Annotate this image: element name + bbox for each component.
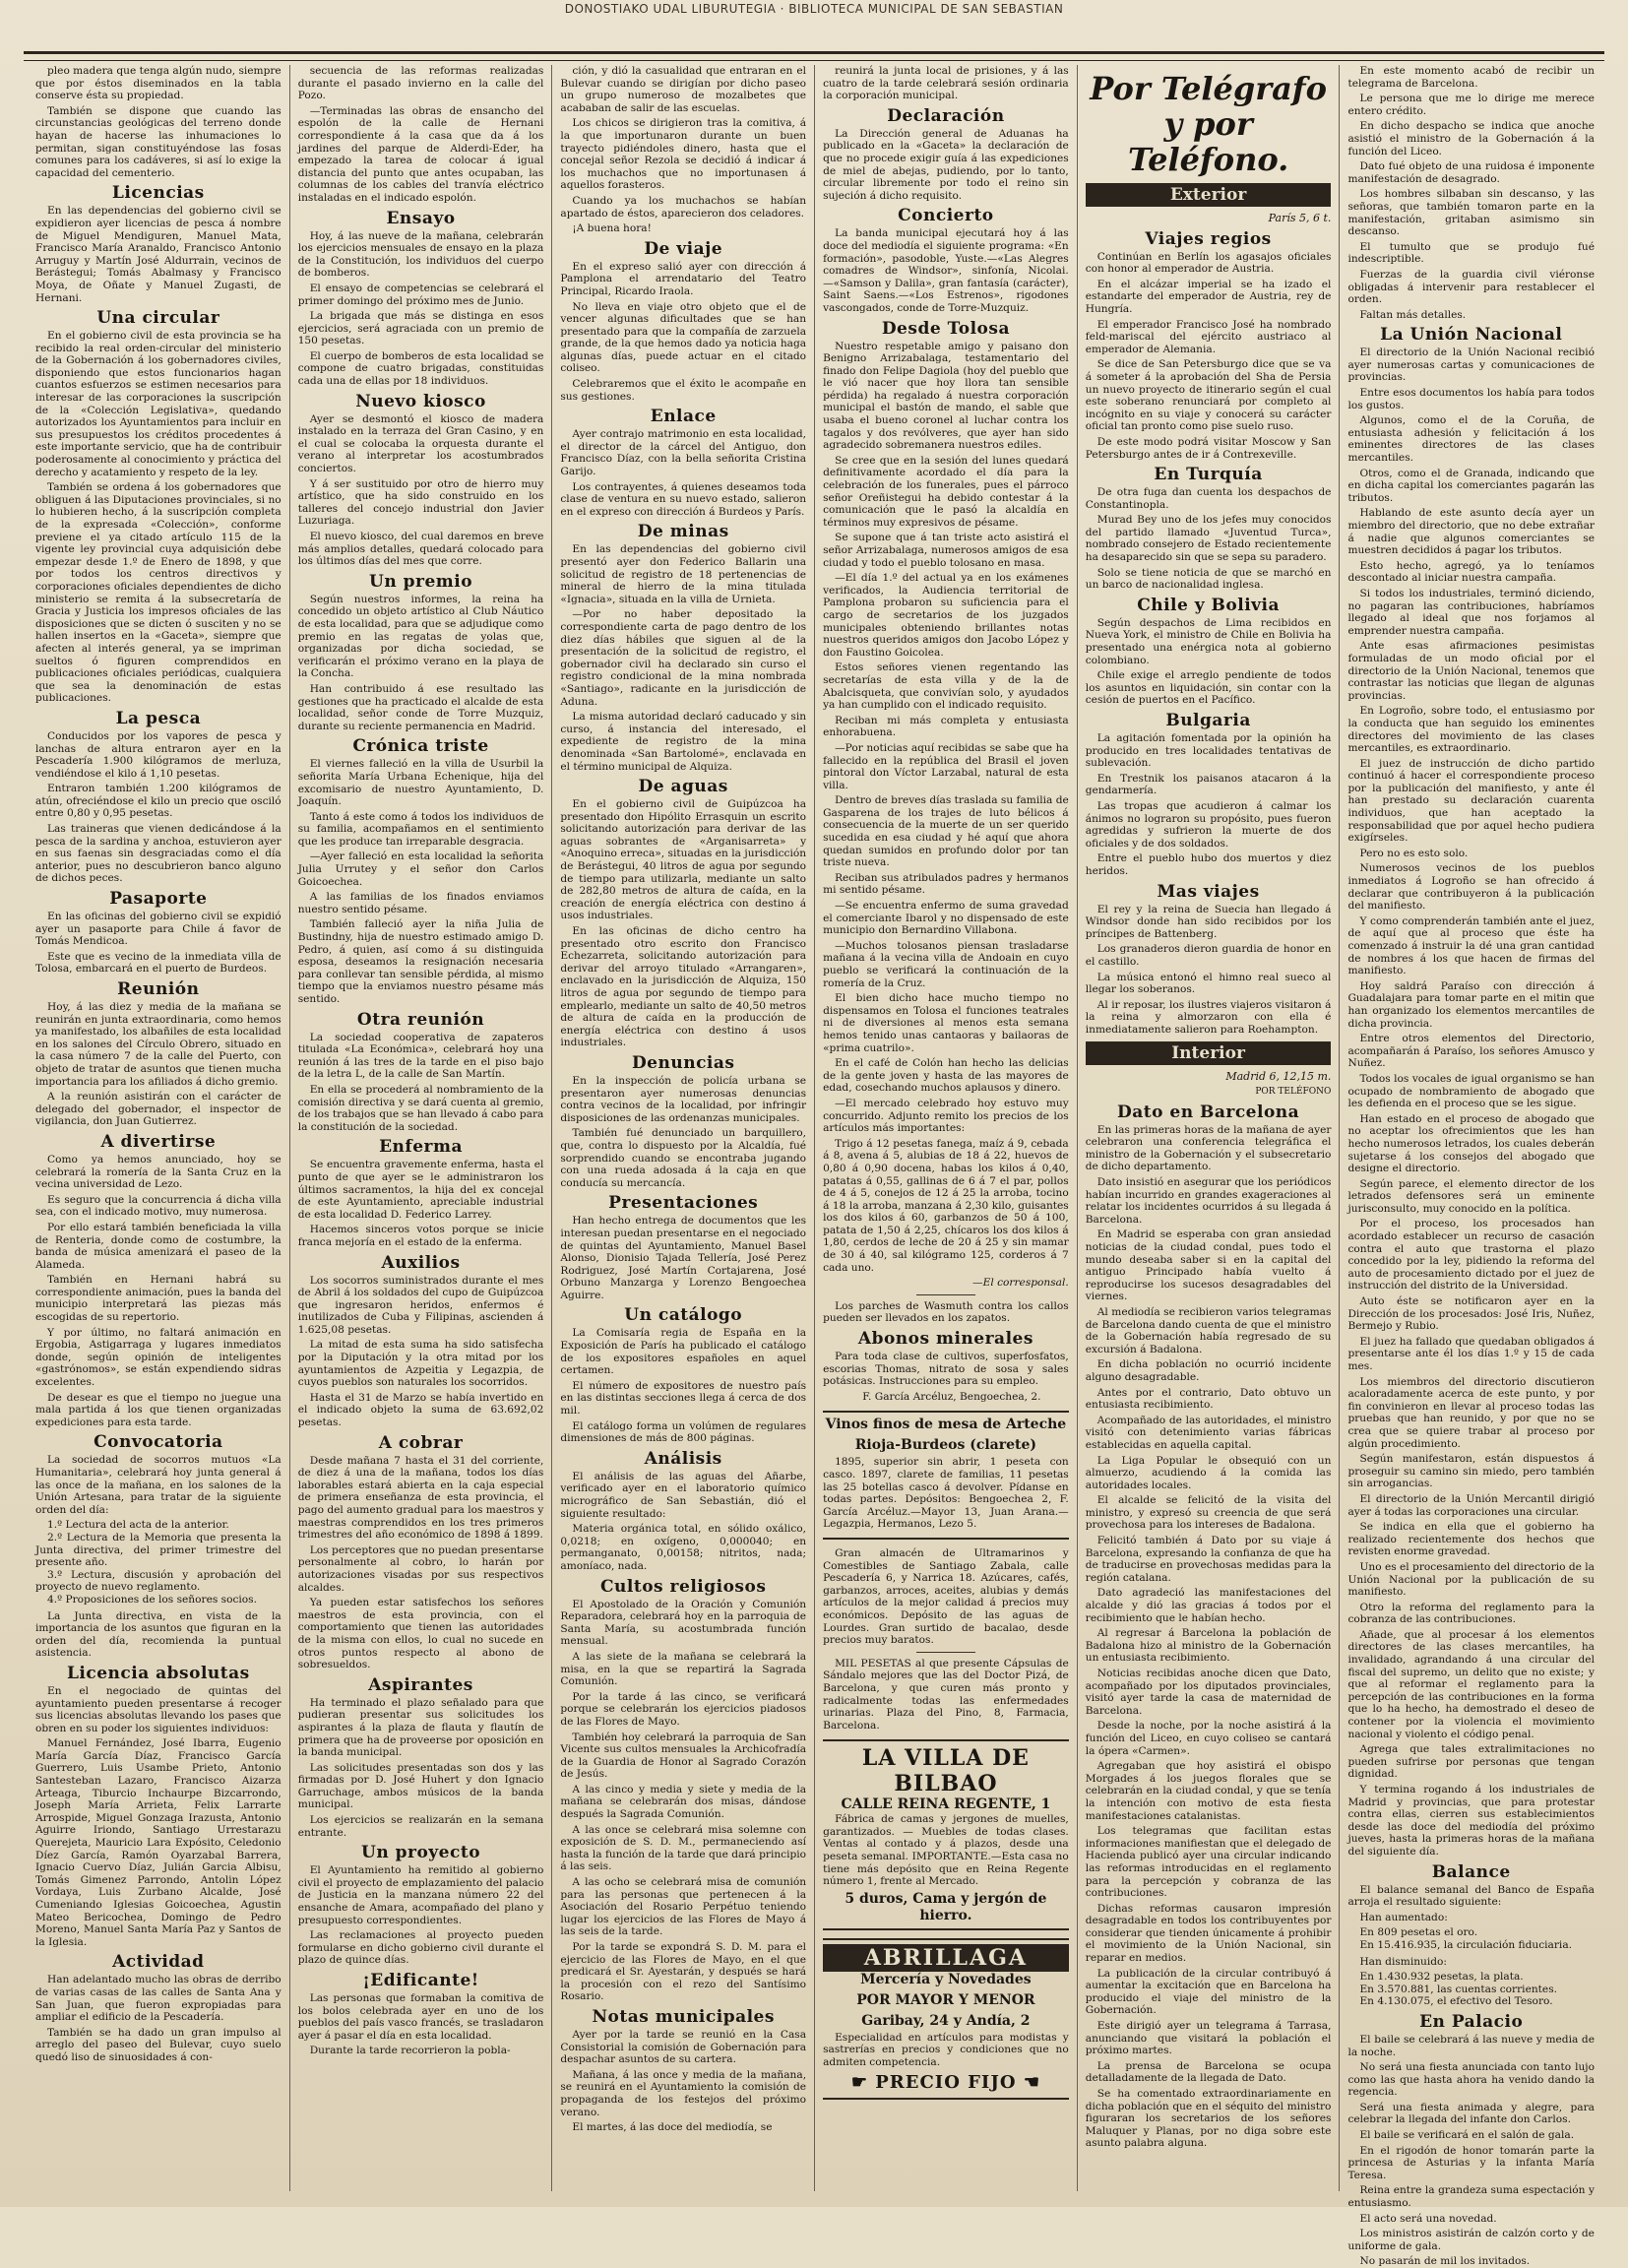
section-heading: Auxilios — [381, 1252, 461, 1273]
article-text: Otro la reforma del reglamento para la cobranza de las contribuciones. — [1347, 1601, 1595, 1626]
article-text: Tanto á este como á todos los individuos de su familia, acompañamos en el sentimiento que les produce tan irreparable desgracia. — [297, 810, 544, 848]
article-text: Nuestro respetable amigo y paisano don Benigno Arrizabalaga, testamentario del finado don Felipe Dagiola (hoy del pueblo que le vió nacer que hoy llora tan sensible pérdida) ha regalado á nuestra corporación municipal el bastón de mando, el sable que usaba el bueno coronel al luchar contra los tagalos y dos revólveres, que ayer han sido agradecido sobremanera nuestros ediles. — [823, 340, 1069, 452]
article-text: En Madrid se esperaba con gran ansiedad noticias de la ciudad condal, pues todo el mundo deseaba saber si en la capital del antiguo Principado había vuelto á reproducirse los sucesos desagradables del viernes. — [1085, 1228, 1332, 1303]
article-text: No será una fiesta anunciada con tanto lujo como las que hasta ahora ha venido dando la regencia. — [1347, 2061, 1595, 2099]
article-text: Entraron también 1.200 kilógramos de atún, ofreciéndose el kilo un precio que osciló entre 0,80 y 0,95 pesetas. — [35, 783, 282, 820]
ad-abrillaga — [823, 1938, 1069, 2100]
section-heading: Notas municipales — [592, 2006, 775, 2027]
article-text: Y como comprenderán también ante el juez, de aquí que al proceso que éste ha comenzado á instruir la dé una gran cantidad de nombres á los que hacen de firmas del manifiesto. — [1347, 914, 1595, 977]
article-text: En el gobierno civil de esta provincia se ha recibido la real orden-circular del ministerio de la Gobernación á los gobernadores civiles, disponiendo que estos funcionarios hagan cuantos esfuerzos se estimen necesarios para interesar de las corporaciones la suscripción de la «Colección Legislativa», quedando autorizados los Ayuntamientos para incluir en sus presupuestos los créditos procedentes á este importante servicio, que ha de contribuir poderosamente al conocimiento y práctica del derecho y acatamiento y respeto de la ley. — [35, 330, 282, 478]
section-heading: Convocatoria — [94, 1432, 223, 1453]
telegraph-section-title: Por Telégrafo y por Teléfono. — [1090, 70, 1327, 178]
section-heading: Chile y Bolivia — [1137, 595, 1280, 615]
section-heading: Pasaporte — [109, 889, 208, 910]
article-text: Conducidos por los vapores de pesca y lanchas de altura entraron ayer en la Pescadería 1.900 kilógramos de merluza, vendiéndose el kilo á 1,10 pesetas. — [35, 729, 282, 780]
section-heading: Licencias — [111, 183, 205, 204]
section-heading: Bulgaria — [1165, 711, 1251, 730]
article-text: En el expreso salió ayer con dirección á Pamplona el arrendatario del Teatro Principal, Ricardo Iraola. — [560, 260, 807, 297]
article-text: A la reunión asistirán con el carácter de delegado del gobernador, el inspector de vigilancia, don Juan Gutierrez. — [35, 1091, 282, 1128]
ad-tagline: POR MAYOR Y MENOR — [856, 1991, 1035, 2008]
article-text: Estos señores vienen regentando las secretarías de esta villa y de la de Abalcisqueta, que convivían solo, y ayudados ya han cumplido con el indicado requisito. — [823, 662, 1069, 712]
dateline-via: POR TELÉFONO — [1255, 1087, 1332, 1098]
top-rule — [24, 51, 1604, 61]
ad-price-label: PRECIO FIJO — [875, 2071, 1017, 2093]
article-text: Durante la tarde recorrieron la pobla- — [309, 2045, 511, 2057]
column-6 — [1340, 65, 1602, 2268]
article-text: Cuando ya los muchachos se habían apartado de éstos, aparecieron dos celadores. — [560, 194, 807, 220]
section-heading: La pesca — [115, 708, 202, 728]
columns — [28, 65, 1602, 2268]
article-text: Le persona que me lo dirige me merece entero crédito. — [1347, 93, 1595, 117]
ad-text: Gran almacén de Ultramarinos y Comestibles de Santiago Zabala, calle Pescadería 6, y Narrica 18. Azúcares, cafés, garbanzos, arroces, aceites, alubias y demás artículos de la mejor calidad á precios muy económicos. Depósito de las aguas de Lourdes. Gran surtido de bacalao, desde precios muy baratos. — [823, 1546, 1069, 1647]
section-heading: La Unión Nacional — [1380, 325, 1563, 346]
article-text: Dato agradeció las manifestaciones del alcalde y dió las gracias á todos por el recibimiento que le habían hecho. — [1085, 1587, 1332, 1624]
article-text: —El día 1.º del actual ya en los exámenes verificados, la Audiencia territorial de Pamplona probaron su suficiencia para el cargo de secretarios de los juzgados municipales obteniendo brillantes notas nuestros queridos amigos don Jacobo López y don Faustino Goicolea. — [823, 572, 1069, 659]
hand-pointing-right-icon: ☛ — [850, 2071, 868, 2093]
article-text: Según parece, el elemento director de los letrados defensores será un eminente jurisconsulto, muy conocido en la política. — [1347, 1177, 1595, 1215]
article-text: —Muchos tolosanos piensan trasladarse mañana á la vecina villa de Andoain en cuyo pueblo se verificará la continuación de la romería de la Cruz. — [823, 939, 1069, 989]
article-text: Reciban sus atribulados padres y hermanos mi sentido pésame. — [823, 871, 1069, 897]
ad-text: MIL PESETAS al que presente Cápsulas de Sándalo mejores que las del Doctor Pizá, de Barcelona, y que curen más pronto y radicalmente todas las enfermedades urinarias. Plaza del Pino, 8, Farmacia, Barcelona. — [823, 1657, 1069, 1732]
article-text: Al regresar á Barcelona la población de Badalona hizo al ministro de la Gobernación un entusiasta recibimiento. — [1085, 1627, 1332, 1665]
article-text: El baile se verificará en el salón de gala. — [1359, 2129, 1575, 2142]
ad-text: Para toda clase de cultivos, superfosfatos, escorias Thomas, nitrato de sosa y sales potásicas. Instrucciones para su empleo. — [823, 1351, 1069, 1388]
article-text: Será una fiesta animada y alegre, para celebrar la llegada del infante don Carlos. — [1347, 2101, 1595, 2126]
article-text: El bien dicho hace mucho tiempo no dispensamos en Tolosa el funciones teatrales ni de diversiones al menos esta semana hemos tenido unas cantaoras y bailaoras de «prima cuatrilo». — [823, 992, 1069, 1054]
article-text: El juez ha fallado que quedaban obligados á presentarse ante él los días 1.º y 15 de cada mes. — [1347, 1335, 1595, 1372]
section-heading: Dato en Barcelona — [1117, 1102, 1300, 1122]
article-text: También hoy celebrará la parroquia de San Vicente sus cultos mensuales la Archicofradía de la Guardia de Honor al Sagrado Corazón de Jesús. — [560, 1731, 807, 1781]
article-text: Las tropas que acudieron á calmar los ánimos no lograron su propósito, pues fueron agredidas y sufrieron la muerte de dos oficiales y de dos soldados. — [1085, 799, 1332, 850]
section-heading: En Turquía — [1154, 465, 1263, 485]
article-text: Han adelantado mucho las obras de derribo de varias casas de las calles de Santa Ana y San Juan, que fueron expropiadas para ampliar el edificio de la Pescadería. — [35, 1974, 282, 2024]
article-text: En las dependencias del gobierno civil presentó ayer don Federico Ballarin una solicitud de registro de 18 pertenencias de mineral de hierro de la mina titulada «Ignacia», situada en la villa de Urnieta. — [560, 543, 807, 605]
article-text: El tumulto que se produjo fué indescriptible. — [1347, 240, 1595, 266]
article-text: Mañana, á las once y media de la mañana, se reunirá en el Ayuntamiento la comisión de propaganda de los festejos del próximo verano. — [560, 2068, 807, 2118]
article-text: Los chicos se dirigieron tras la comitiva, á la que importunaron durante un buen trayecto pidiéndoles dinero, hasta que el concejal señor Rezola se decidió á indicar á los muchachos que no importunasen á aquellos forasteros. — [560, 117, 807, 192]
article-text: Manuel Fernández, José Ibarra, Eugenio María García Díaz, Francisco García Guerrero, Luis Usambe Prieto, Antonio Santesteban Lazaro, Francisco Aizarza Arteaga, Tiburcio Inchaurpe Bizcarrondo, Joseph María Arrieta, Felix Larrarte Arrospide, Miguel Gonzaga Irazusta, Antonio Aguirre Iriondo, Santiago Urrestarazu Querejeta, Mauricio Lara Expósito, Celedonio Díez García, Ramón Oyarzabal Barrera, Ignacio Cuervo Díaz, Julián Garcia Albisu, Tomás Gimenez Parrondo, Antolin López Vordaya, Luis Zurbano Alcalde, José Cumeniando Iglesias Goicoechea, Agustin Mateo Bericochea, Domingo de Pedro Moreno, Manuel Santa María Paz y Santos de la Iglesia. — [35, 1737, 282, 1948]
article-text: Hoy, á las diez y media de la mañana se reunirán en junta extraordinaria, como hemos ya manifestado, los albañiles de esta localidad en los salones del Círculo Obrero, situado en la casa número 7 de la calle del Puerto, con objeto de tratar de asuntos que tienen mucha importancia para los afiliados á dicho gremio. — [35, 1001, 282, 1088]
article-text: En el negociado de quintas del ayuntamiento pueden presentarse á recoger sus licencias absolutas llevando los pases que obren en su poder los siguientes individuos: — [35, 1684, 282, 1734]
article-text: También se ordena á los gobernadores que obliguen á las Diputaciones provinciales, si no lo hubieren hecho, á la suscripción completa de la expresada «Colección», conforme previene el ya citado artículo 115 de la vigente ley provincial cuya adquisición debe empezar desde 1.º de Enero de 1898, y que por todos los centros directivos y corporaciones oficiales dependientes de dicho ministerio se remita á la subsecretaría de Gracia y Justicia los impresos oficiales de las disposiciones que se dicten ó susciten y no se hallen insertos en la «Gaceta», siempre que afecten al interés general, ya se impriman sueltos ó figuren comprendidos en publicaciones oficiales periódicas, cualquiera que sea la denominación de estas publicaciones. — [35, 481, 282, 705]
article-text: También en Hernani habrá su correspondiente animación, pues la banda del municipio interpretará las piezas más escogidas de su repertorio. — [35, 1274, 282, 1324]
article-text: Felicitó también á Dato por su viaje á Barcelona, expresando la confianza de que ha de traducirse en provechosas medidas para la región catalana. — [1085, 1535, 1332, 1584]
article-text: Las personas que formaban la comitiva de los bolos celebrada ayer en uno de los pueblos del país vasco francés, se trasladaron ayer á pasar el día en esta localidad. — [297, 1992, 544, 2042]
article-text: En el gobierno civil de Guipúzcoa ha presentado don Hipólito Errasquin un escrito solicitando autorización para derivar de las aguas sobrantes de «Arganisarreta» y «Anoquino erreca», situadas en la jurisdicción de Berástegui, 40 litros de agua por segundo de tiempo para utilizarla, mediante un salto de 282,80 metros de altura de caída, en la creación de energía eléctrica con destino á usos industriales. — [560, 798, 807, 922]
article-text: Algunos, como el de la Coruña, de entusiasta adhesión y felicitación á los eminentes directores de las clases mercantiles. — [1347, 414, 1595, 465]
article-text: Se cree que en la sesión del lunes quedará definitivamente acordado el día para la celebración de los funerales, pues el párroco señor Oreñistegui ha debido contestar á la comunicación que le pasó la alcaldía en términos muy expresivos de pésame. — [823, 454, 1069, 529]
article-text: En Trestnik los paisanos atacaron á la gendarmería. — [1085, 772, 1332, 797]
article-text: Reina entre la grandeza suma espectación y entusiasmo. — [1347, 2184, 1595, 2210]
article-text: Se indica en ella que el gobierno ha realizado recientemente dos hechos que revisten enorme gravedad. — [1347, 1521, 1595, 1558]
section-heading: A divertirse — [100, 1131, 217, 1152]
article-text: El acto será una novedad. — [1359, 2212, 1497, 2225]
article-text: Numerosos vecinos de los pueblos inmediatos á Logroño se han ofrecido á declarar que contribuyeron á la publicación del manifiesto. — [1347, 862, 1595, 913]
article-text: Hasta el 31 de Marzo se había invertido en el indicado objeto la suma de 63.692,02 pesetas. — [297, 1391, 544, 1429]
section-heading: Análisis — [644, 1448, 722, 1469]
article-text: Dichas reformas causaron impresión desagradable en todos los contribuyentes por considerar que tienden únicamente á prohibir el movimiento de la Unión Nacional, sin reparar en medios. — [1085, 1902, 1332, 1965]
ad-offer: 5 duros, Cama y jergón de hierro. — [845, 1890, 1047, 1923]
article-text: Ayer por la tarde se reunió en la Casa Consistorial la comisión de Gobernación para despachar asuntos de su cartera. — [560, 2028, 807, 2066]
section-heading: ¡Edificante! — [362, 1971, 479, 1990]
article-text: La brigada que más se distinga en esos ejercicios, será agraciada con un premio de 150 pesetas. — [297, 310, 544, 347]
article-text: La música entonó el himno real sueco al llegar los soberanos. — [1085, 971, 1332, 996]
banner-interior: Interior — [1086, 1041, 1332, 1065]
article-text: Desde la noche, por la noche asistirá á la función del Liceo, en cuyo coliseo se cantará la ópera «Carmen». — [1085, 1720, 1332, 1757]
section-heading: De viaje — [644, 238, 723, 259]
article-text: En las oficinas de dicho centro ha presentado otro escrito don Francisco Echezarreta, solicitando autorización para derivar del arroyo titulado «Arrangaren», enclavado en la jurisdicción de Alquiza, 150 litros de agua por segundo de tiempo para emplearlo, mediante un salto de 40,50 metros de altura de caída en la producción de energía eléctrica con destino á usos industriales. — [560, 925, 807, 1049]
list-item: En 3.570.881, las cuentas corrientes. — [1359, 1983, 1557, 1995]
article-text: No lleva en viaje otro objeto que el de vencer algunas dificultades que se han presentado para que la compañía de zarzuela grande, de la que hemos dado ya noticia haga algunas días, puede actuar en el citado coliseo. — [560, 300, 807, 375]
section-heading: Mas viajes — [1157, 881, 1260, 902]
section-heading: Un catálogo — [624, 1305, 743, 1326]
article-text: Desde mañana 7 hasta el 31 del corriente, de diez á una de la mañana, todos los días laborables estará abierta en la caja especial de primera enseñanza de esta provincia, el pago del aumento gradual para los maestros y maestras comprendidos en los tres primeros trimestres del año económico de 1898 á 1899. — [297, 1454, 544, 1542]
dateline: París 5, 6 t. — [1268, 212, 1332, 224]
article-text: secuencia de las reformas realizadas durante el pasado invierno en la calle del Pozo. — [297, 65, 544, 102]
section-heading: Desde Tolosa — [881, 318, 1010, 339]
article-text: Ya pueden estar satisfechos los señores maestros de esta provincia, con el comportamiento que tienen las autoridades de la misma con ellos, lo cual no sucede en otros puntos respecto al abono de sobresueldos. — [297, 1597, 544, 1671]
balance-decrease-list — [1347, 1971, 1595, 2008]
balance-increase-list — [1347, 1926, 1595, 1951]
article-text: El directorio de la Unión Mercantil dirigió ayer á todas las corporaciones una circular. — [1347, 1492, 1595, 1518]
article-text: —El mercado celebrado hoy estuvo muy concurrido. Adjunto remito los precios de los artículos más importantes: — [823, 1097, 1069, 1135]
article-text: Ayer se desmontó el kiosco de madera instalado en la terraza del Gran Casino, y en el cual se colocaba la orquesta durante el verano al interpretar los acostumbrados conciertos. — [297, 412, 544, 475]
article-text: La sociedad de socorros mutuos «La Humanitaria», celebrará hoy junta general á las once de la mañana, en los salones de la Unión Artesana, para tratar de la siguiente orden del día: — [35, 1454, 282, 1516]
article-text: Los contrayentes, á quienes deseamos toda clase de ventura en su nuevo estado, salieron en el expreso con dirección á Burdeos y París. — [560, 480, 807, 518]
ad-address: CALLE REINA REGENTE, 1 — [841, 1796, 1051, 1813]
article-text: Las reclamaciones al proyecto pueden formularse en dicho gobierno civil durante el plazo de quince días. — [297, 1929, 544, 1967]
article-text: Se supone que á tan triste acto asistirá el señor Arrizabalaga, numerosos amigos de esa ciudad y todo el pueblo tolosano en masa. — [823, 532, 1069, 569]
article-text: La Junta directiva, en vista de la importancia de los asuntos que figuran en la orden del día, recomienda la puntual asistencia. — [35, 1609, 282, 1660]
article-text: El rey y la reina de Suecia han llegado á Windsor donde han sido recibidos por los príncipes de Battenberg. — [1085, 903, 1332, 940]
section-heading: Actividad — [112, 1952, 205, 1973]
separator — [916, 1294, 975, 1295]
article-text: Ayer contrajo matrimonio en esta localidad, el director de la cárcel del Antiguo, don Francisco Díaz, con la bella señorita Cristina Garijo. — [560, 428, 807, 478]
article-text: También se ha dado un gran impulso al arreglo del paseo del Bulevar, cuyo suelo quedó liso de sinuosidades á con- — [35, 2026, 282, 2063]
column-2 — [290, 65, 553, 2191]
article-signature: —El corresponsal. — [972, 1277, 1069, 1290]
ad-address: Garibay, 24 y Andía, 2 — [861, 2012, 1031, 2029]
article-text: Según despachos de Lima recibidos en Nueva York, el ministro de Chile en Bolivia ha presentado una enérgica nota al gobierno colombiano. — [1085, 616, 1332, 666]
article-text: —Ayer falleció en esta localidad la señorita Julia Urrutey y el señor don Carlos Goicoechea. — [297, 850, 544, 888]
ad-villa-bilbao — [823, 1739, 1069, 1930]
article-text: El Apostolado de la Oración y Comunión Reparadora, celebrará hoy en la parroquia de Santa María, su acostumbrada función mensual. — [560, 1598, 807, 1648]
article-text: Dato fué objeto de una ruidosa é imponente manifestación de desagrado. — [1347, 160, 1595, 185]
article-text: Y por último, no faltará animación en Ergobia, Astigarraga y lugares inmediatos donde, según opinión de inteligentes «gastrónomos», se están expendiendo sidras excelentes. — [35, 1326, 282, 1389]
section-heading: De minas — [637, 522, 729, 542]
section-heading: Denuncias — [631, 1052, 735, 1073]
article-text: reunirá la junta local de prisiones, y á las cuatro de la tarde celebrará sesión ordinaria la corporación municipal. — [823, 65, 1069, 102]
separator — [916, 1652, 975, 1653]
section-heading: Nuevo kiosco — [355, 391, 486, 411]
article-text: El viernes falleció en la villa de Usurbil la señorita María Urbana Echenique, hija del excomisario de nuestro Ayuntamiento, D. Joaquín. — [297, 758, 544, 808]
article-text: El cuerpo de bomberos de esta localidad se compone de cuatro brigadas, constituidas cada una de ellas por 18 individuos. — [297, 349, 544, 388]
section-heading: Declaración — [887, 105, 1005, 126]
article-text: Reciban mi más completa y entusiasta enhorabuena. — [823, 714, 1069, 739]
ad-text: 1895, superior sin abrir, 1 peseta con casco. 1897, clarete de familias, 11 pesetas las 25 botellas casco á devolver. Pídanse en todas partes. Depósitos: Bengoechea 2, F. García Arcéluz.—Mayor 13, Juan Arana.—Legazpia, Hermanos, Lezo 5. — [823, 1456, 1069, 1531]
hand-pointing-left-icon: ☚ — [1023, 2071, 1040, 2093]
article-text: En ella se procederá al nombramiento de la comisión directiva y se dará cuenta al gremio, de los trabajos que se han llevado á cabo para la constitución de la sociedad. — [297, 1083, 544, 1133]
article-text: Se encuentra gravemente enferma, hasta el punto de que ayer se le administraron los últimos sacramentos, la hija del ex concejal de este Ayuntamiento, apreciable industrial de esta localidad D. Federico Larrey. — [297, 1159, 544, 1221]
article-text: Es seguro que la concurrencia á dicha villa sea, con el indicado motivo, muy numerosa. — [35, 1193, 282, 1219]
article-text: ¡A buena hora! — [572, 222, 652, 235]
article-text: Materia orgánica total, en sólido oxálico, 0,0218; en oxígeno, 0,000040; en permanganato, 0,00158; nitritos, nada; amoníaco, nada. — [560, 1523, 807, 1572]
article-text: En el café de Colón han hecho las delicias de la gente joven y hasta de las mayores de edad, cosechando muchos aplausos y dinero. — [823, 1057, 1069, 1095]
ad-title: LA VILLA DE BILBAO — [861, 1745, 1030, 1797]
article-text: —Se encuentra enfermo de suma gravedad el comerciante Ibarol y no dispensado de este municipio don Bernardino Villabona. — [823, 900, 1069, 937]
list-item: 2.º Lectura de la Memoria que presenta la Junta directiva, del primer trimestre del presente año. — [35, 1531, 282, 1569]
article-text: En Logroño, sobre todo, el entusiasmo por la conducta que han seguido los eminentes directores del movimiento de las clases mercantiles, es extraordinario. — [1347, 705, 1595, 755]
article-text: También se dispone que cuando las circunstancias geológicas del terreno donde hayan de hacerse las inhumaciones lo permitan, sigan constituyéndose las fosas comunes para los cadáveres, si así lo exige la capacidad del cementerio. — [35, 104, 282, 179]
section-heading: Concierto — [898, 206, 994, 226]
banner-exterior: Exterior — [1086, 183, 1332, 207]
article-text: En las oficinas del gobierno civil se expidió ayer un pasaporte para Chile á favor de Tomás Mendicoa. — [35, 911, 282, 948]
article-text: De desear es que el tiempo no juegue una mala partida á los que tienen organizadas expediciones para esta tarde. — [35, 1391, 282, 1428]
article-text: Los hombres silbaban sin descanso, y las señoras, que también tomaron parte en la manifestación, gritaban asimismo sin descanso. — [1347, 188, 1595, 238]
article-text: El catálogo forma un volúmen de regulares dimensiones de más de 800 páginas. — [560, 1419, 807, 1445]
article-text: En dicho despacho se indica que anoche asistió el ministro de la Gobernación á la función del Liceo. — [1347, 120, 1595, 158]
article-text: Antes por el contrario, Dato obtuvo un entusiasta recibimiento. — [1085, 1386, 1332, 1412]
ad-text: Fábrica de camas y jergones de muelles, garantizados. — Muebles de todas clases. Ventas al contado y á plazos, desde una peseta semanal. IMPORTANTE.—Esta casa no tiene más depósito que en Reina Regente número 1, frente al Mercado. — [823, 1813, 1069, 1888]
article-text: Según manifestaron, están dispuestos á proseguir su camino sin miedo, pero también sin arrogancias. — [1347, 1453, 1595, 1490]
article-text: Agregaban que hoy asistirá el obispo Morgades á los juegos florales que se celebrarán en la ciudad condal, y que se tenía la intención con motivo de esta fiesta manifestaciones catalanistas. — [1085, 1760, 1332, 1822]
section-heading: Enlace — [650, 407, 717, 427]
article-text: Se dice de San Petersburgo dice que se va á someter á la aprobación del Sha de Persia un nuevo proyecto de itinerario según el cual este soberano renunciará por completo al incógnito en su viaje y conocerá su carácter oficial tan pronto como pise suelo ruso. — [1085, 358, 1332, 433]
article-text: La banda municipal ejecutará hoy á las doce del mediodía el siguiente programa: «En formación», pasodoble, Yuste.—«Las Alegres comadres de Windsor», sinfonía, Nicolai.—«Samson y Dalila», gran fantasía (carácter), Saint Saens.—«Los Estrenos», rigodones vascongados, conde de Torre-Muzquiz. — [823, 227, 1069, 314]
article-text: En el rigodón de honor tomarán parte la princesa de Asturias y la infanta María Teresa. — [1347, 2144, 1595, 2181]
article-text: Los granaderos dieron guardia de honor en el castillo. — [1085, 943, 1332, 968]
section-heading: Reunión — [117, 979, 200, 999]
article-text: Según nuestros informes, la reina ha concedido un objeto artístico al Club Náutico de esta localidad, para que se adjudique como premio en las regatas de yolas que, organizadas por dicha sociedad, se verificarán el próximo verano en la playa de la Concha. — [297, 593, 544, 680]
article-text: Dentro de breves días traslada su familia de Gasparena de los trajes de luto bélicos á consecuencia de la muerte de un ser querido sucedida en esa ciudad y hé aquí que ahora quedan sumidos en profundo dolor por tan triste nueva. — [823, 794, 1069, 869]
article-text: Pero no es esto solo. — [1359, 847, 1469, 859]
article-text: Este dirigió ayer un telegrama á Tarrasa, anunciando que visitará la población el próximo martes. — [1085, 2020, 1332, 2057]
article-text: Todos los vocales de igual organismo se han ocupado de nombramiento de abogado que les defienda en el proceso que se les sigue. — [1347, 1072, 1595, 1110]
column-3 — [552, 65, 815, 2191]
article-text: Los ministros asistirán de calzón corto y de uniforme de gala. — [1347, 2228, 1595, 2252]
article-text: Hablando de este asunto decía ayer un miembro del directorio, que no debe extrañar á nadie que algunos comerciantes se muestren decididos á pagar los tributos. — [1347, 507, 1595, 557]
ad-subtitle: Mercería y Novedades — [860, 1971, 1032, 1987]
article-text: Otros, como el de Granada, indicando que en dicha capital los comerciantes pagarán las tributos. — [1347, 467, 1595, 504]
section-heading: De aguas — [638, 777, 728, 797]
article-text: Las traineras que vienen dedicándose á la pesca de la sardina y anchoa, estuvieron ayer en sus faenas sin desgraciadas como el día anterior, pues no descubrieron banco alguno de dichos peces. — [35, 823, 282, 885]
article-text: El análisis de las aguas del Añarbe, verificado ayer en el laboratorio químico micrográfico de San Sebastián, dió el siguiente resultado: — [560, 1470, 807, 1520]
article-text: Trigo á 12 pesetas fanega, maíz á 9, cebada á 8, avena á 5, alubias de 18 á 22, huevos de 0,80 á 0,90 docena, habas los kilos á 0,40, patatas á 0,55, gallinas de 6 á 7 el par, pollos de 4 á 5, conejos de 12 á 25 la arroba, tocino á 18 la arroba, manzana á 2,30 kilo, guisantes los dos kilos á 60, garbanzos de 50 á 100, patata de 1,50 á 2,25, chícaros los dos kilos á 1,80, cerdos de leche de 20 á 25 y sin mamar de 30 á 40, sal kilógramo 125, corderos á 7 cada uno. — [823, 1137, 1069, 1274]
ad-text: Especialidad en artículos para modistas y sastrerías en precios y condiciones que no admiten competencia. — [823, 2031, 1069, 2069]
article-text: La agitación fomentada por la opinión ha producido en tres localidades tentativas de sublevación. — [1085, 732, 1332, 770]
article-text: El juez de instrucción de dicho partido continuó á hacer el correspondiente proceso por la publicación del manifiesto, y ante él han prestado su declaración cuarenta individuos, que han aceptado la responsabilidad que por aquel hecho pudiera exigírseles. — [1347, 757, 1595, 845]
article-text: En las dependencias del gobierno civil se expidieron ayer licencias de pesca á nombre de Miguel Mendiguren, Manuel Mata, Francisco María Aranaldo, Francisco Antonio Arruguy y Martín José Aldurrain, vecinos de Berástegui; Tomás Abalmasy y Francisco Moya, de Oñate y Manuel Zugasti, de Hernani. — [35, 205, 282, 304]
ad-text: Los parches de Wasmuth contra los callos pueden ser llevados en los zapatos. — [823, 1299, 1069, 1325]
section-heading: Presentaciones — [608, 1193, 759, 1214]
article-text: Las solicitudes presentadas son dos y las firmadas por D. José Huhert y don Ignacio Garruchage, ambos músicos de la banda municipal. — [297, 1761, 544, 1811]
article-text: Fuerzas de la guardia civil viéronse obligadas á intervenir para restablecer el orden. — [1347, 268, 1595, 306]
article-text: Esto hecho, agregó, ya lo teníamos descontado al iniciar nuestra campaña. — [1347, 559, 1595, 585]
article-text: Noticias recibidas anoche dicen que Dato, acompañado por los diputados provinciales, visitó ayer tarde la casa de maternidad de Barcelona. — [1085, 1668, 1332, 1717]
article-text: pleo madera que tenga algún nudo, siempre que por éstos diseminados en la tabla conserve ésta su propiedad. — [35, 65, 282, 102]
article-text: Al ir reposar, los ilustres viajeros visitaron á la reina y almorzaron con ella é inmediatamente salieron para Roehampton. — [1085, 998, 1332, 1036]
article-text: Por la tarde se expondrá S. D. M. para el ejercicio de las Flores de Mayo, en el que predicará el Sr. Ayestarán, y después se hará la procesión con el rezo del Santísimo Rosario. — [560, 1941, 807, 2003]
column-1 — [28, 65, 290, 2191]
article-text: El balance semanal del Banco de España arroja el resultado siguiente: — [1347, 1883, 1595, 1909]
article-text: En dicha población no ocurrió incidente alguno desagradable. — [1085, 1358, 1332, 1383]
section-heading: Una circular — [96, 308, 220, 329]
article-text: La prensa de Barcelona se ocupa detalladamente de la llegada de Dato. — [1085, 2059, 1332, 2085]
article-text: Dato insistió en asegurar que los periódicos habían incurrido en grandes exageraciones al relatar los incidentes ocurridos á su llegada á Barcelona. — [1085, 1176, 1332, 1226]
article-text: A las ocho se celebrará misa de comunión para las personas que pertenecen á la Asociación del Rosario Perpétuo teniendo lugar los ejercicios de las Flores de Mayo á las seis de la tarde. — [560, 1876, 807, 1938]
section-heading: Licencia absolutas — [66, 1663, 250, 1683]
section-heading: En Palacio — [1419, 2011, 1524, 2032]
list-item: 1.º Lectura del acta de la anterior. — [47, 1519, 229, 1532]
article-text: Y á ser sustituido por otro de hierro muy artístico, que ha sido construido en los talleres del concejo industrial don Javier Luzuriaga. — [297, 477, 544, 528]
article-text: La Dirección general de Aduanas ha publicado en la «Gaceta» la declaración de que no procede exigir guía á las expediciones de miel de abejas, pudiendo, por lo tanto, circular libremente por todo el reino sin sujeción á dicho requisito. — [823, 127, 1069, 202]
section-heading: Crónica triste — [352, 736, 489, 757]
section-heading: Aspirantes — [368, 1674, 473, 1695]
article-text: Celebraremos que el éxito le acompañe en sus gestiones. — [560, 378, 807, 403]
article-text: Los miembros del directorio discutieron acaloradamente acerca de este punto, y por fin convinieron en llevar al proceso todas las pruebas que han reunido, y por que no se crea que se quiere trabar al proceso por algún procedimiento. — [1347, 1375, 1595, 1450]
list-item: En 15.416.935, la circulación fiduciaria. — [1359, 1938, 1573, 1951]
list-item: 3.º Lectura, discusión y aprobación del proyecto de nuevo reglamento. — [35, 1568, 282, 1594]
article-text: Hacemos sinceros votos porque se inicie franca mejoría en el estado de la enferma. — [297, 1224, 544, 1248]
article-text: Entre esos documentos los había para todos los gustos. — [1347, 387, 1595, 411]
article-text: Al mediodía se recibieron varios telegramas de Barcelona dando cuenta de que el ministro de la Gobernación había regresado de su excursión á Badalona. — [1085, 1305, 1332, 1355]
article-text: En la inspección de policía urbana se presentaron ayer numerosas denuncias contra vecinos de la localidad, por infringir disposiciones de las ordenanzas municipales. — [560, 1074, 807, 1124]
article-text: Se ha comentado extraordinariamente en dicha población que en el séquito del ministro figuraran los secretarios de los señores Maluquer y Planas, por no diga sobre este asunto palabra alguna. — [1085, 2088, 1332, 2150]
article-text: Han aumentado: — [1359, 1911, 1448, 1923]
article-text: El alcalde se felicitó de la visita del ministro, y expresó su creencia de que será provechosa para los intereses de Badalona. — [1085, 1494, 1332, 1532]
article-text: —Terminadas las obras de ensancho del espolón de la calle de Hernani correspondiente á la casa que da á los jardines del parque de Alderdi-Eder, ha empezado la tarea de colocar á igual distancia del punto que antes ocupaban, las columnas de los cables del tranvía eléctrico instaladas en el indicado espolón. — [297, 104, 544, 204]
ad-price-tag — [823, 2072, 1069, 2094]
column-5 — [1078, 65, 1341, 2191]
archive-header: DONOSTIAKO UDAL LIBURUTEGIA · BIBLIOTECA MUNICIPAL DE SAN SEBASTIAN — [564, 2, 1064, 16]
article-text: Entre otros elementos del Directorio, acompañarán á Paraíso, los señores Amusco y Nuñez. — [1347, 1033, 1595, 1070]
article-text: Los perceptores que no puedan presentarse personalmente al cobro, lo harán por autorizaciones visadas por sus respectivos alcaldes. — [297, 1544, 544, 1594]
article-text: En el alcázar imperial se ha izado el estandarte del emperador de Austria, rey de Hungría. — [1085, 278, 1332, 315]
article-text: Entre el pueblo hubo dos muertos y diez heridos. — [1085, 852, 1332, 877]
article-text: Han hecho entrega de documentos que les interesan puedan presentarse en el negociado de quintas del Ayuntamiento, Manuel Basel Alonso, Dionisio Tajada Tellería, José Perez Rodriguez, José Martín Cortajarena, José Orbuno Manzarga y Lorenzo Bengoechea Aguirre. — [560, 1215, 807, 1301]
ad-vinos — [823, 1411, 1069, 1540]
section-heading: Un premio — [369, 571, 473, 592]
ad-subtitle: Rioja-Burdeos (clarete) — [854, 1437, 1037, 1454]
article-text: Agrega que tales extralimitaciones no pueden sufrirse por personas que tengan dignidad. — [1347, 1743, 1595, 1781]
article-text: Solo se tiene noticia de que se marchó en un barco de nacionalidad inglesa. — [1085, 566, 1332, 592]
article-text: La misma autoridad declaró caducado y sin curso, á instancia del interesado, el expediente de registro de la mina denominada «San Bartolomé», enclavada en el término municipal de Alquiza. — [560, 711, 807, 773]
section-heading: Viajes regios — [1145, 228, 1272, 249]
article-text: La mitad de esta suma ha sido satisfecha por la Diputación y la otra mitad por los ayuntamientos de Azpeitia y Legazpia, de cuyos pueblos son naturales los socorridos. — [297, 1339, 544, 1389]
article-text: Y termina rogando á los industriales de Madrid y provincias, que para protestar contra ellas, cierren sus establecimientos desde las doce del mediodía del próximo jueves, hasta la primeras horas de la mañana del siguiente día. — [1347, 1784, 1595, 1858]
article-text: Los socorros suministrados durante el mes de Abril á los soldados del cupo de Guipúzcoa que ingresaron heridos, enfermos é inutilizados de Cuba y Filipinas, ascienden á 1.625,08 pesetas. — [297, 1274, 544, 1336]
article-text: No pasarán de mil los invitados. — [1359, 2255, 1531, 2268]
section-heading: Balance — [1431, 1861, 1511, 1882]
article-text: Los ejercicios se realizarán en la semana entrante. — [297, 1814, 544, 1839]
article-text: El emperador Francisco José ha nombrado feld-mariscal del ejército austriaco al emperador de Alemania. — [1085, 318, 1332, 355]
article-text: Uno es el procesamiento del directorio de la Unión Nacional por la publicación de su manifiesto. — [1347, 1560, 1595, 1599]
article-text: Si todos los industriales, terminó diciendo, no pagaran las contribuciones, habríamos llegado al ideal que nos forjamos al emprender nuestra campaña. — [1347, 587, 1595, 637]
article-text: También fué denunciado un barquillero, que, contra lo dispuesto por la Alcaldía, fué sorprendido cuando se encontraba jugando con una rueda adosada á la caja en que conducía su mercancía. — [560, 1127, 807, 1189]
article-text: También falleció ayer la niña Julia de Bustindny, hija de nuestro estimado amigo D. Pedro, á quien, así como á su distinguida esposa, deseamos la resignación necesaria para conllevar tan sensible pérdida, al mismo tiempo que la enviamos nuestro pésame más sentido. — [297, 918, 544, 1005]
section-heading: Un proyecto — [361, 1843, 481, 1863]
article-text: La publicación de la circular contribuyó á aumentar la excitación que en Barcelona ha producido el viaje del ministro de la Gobernación. — [1085, 1967, 1332, 2017]
article-text: A las siete de la mañana se celebrará la misa, en la que se repartirá la Sagrada Comunión. — [560, 1650, 807, 1688]
article-text: Ha terminado el plazo señalado para que pudieran presentar sus solicitudes los aspirantes á la plaza de flauta y flautín de primera que ha de proveerse por oposición en la banda municipal. — [297, 1696, 544, 1759]
section-heading: A cobrar — [378, 1432, 464, 1453]
article-text: Hoy, á las nueve de la mañana, celebrarán los ejercicios mensuales de ensayo en la plaza de la Constitución, los individuos del cuerpo de bomberos. — [297, 229, 544, 280]
article-text: El directorio de la Unión Nacional recibió ayer numerosas cartas y comunicaciones de provincias. — [1347, 346, 1595, 384]
article-text: Han contribuido á ese resultado las gestiones que ha practicado el alcalde de esta localidad, señor conde de Torre Muzquiz, durante su reciente permanencia en Madrid. — [297, 682, 544, 732]
article-text: ción, y dió la casualidad que entraran en el Bulevar cuando se dirigían por dicho paseo un grupo numeroso de mozalbetes que acababan de salir de las escuelas. — [560, 65, 807, 114]
article-text: Continúan en Berlín los agasajos oficiales con honor al emperador de Austria. — [1085, 250, 1332, 276]
section-heading: Cultos religiosos — [600, 1576, 767, 1597]
article-text: Hoy saldrá Paraíso con dirección á Guadalajara para tomar parte en el mitin que han organizado los elementos mercantiles de dicha provincia. — [1347, 979, 1595, 1030]
dateline: Madrid 6, 12,15 m. — [1225, 1070, 1332, 1084]
article-text: El Ayuntamiento ha remitido al gobierno civil el proyecto de emplazamiento del palacio de Justicia en la manzana número 22 del ensanche de Amara, acompañado del plano y presupuesto correspondientes. — [297, 1864, 544, 1926]
article-text: La Liga Popular le obsequió con un almuerzo, acudiendo á la comida las autoridades locales. — [1085, 1454, 1332, 1491]
article-text: Han disminuido: — [1359, 1955, 1447, 1968]
article-text: Chile exige el arreglo pendiente de todos los asuntos en liquidación, sin contar con la cesión de puertos en el Pacífico. — [1085, 669, 1332, 707]
article-text: De este modo podrá visitar Moscow y San Petersburgo antes de ir á Contrexeville. — [1085, 435, 1332, 461]
ad-title: ABRILLAGA — [823, 1944, 1069, 1972]
article-text: Por la tarde á las cinco, se verificará porque se celebrarán los ejercicios piadosos de las Flores de Mayo. — [560, 1690, 807, 1728]
section-heading: Ensayo — [386, 208, 456, 228]
article-text: El ensayo de competencias se celebrará el primer domingo del próximo mes de Junio. — [297, 282, 544, 307]
article-text: Por el proceso, los procesados han acordado establecer un recurso de casación contra el auto que trastorna el plazo concedido por la ley, pidiendo la reforma del auto de procesamiento dictado por el juez de instrucción del distrito de la Universidad. — [1347, 1218, 1595, 1292]
article-text: Ante esas afirmaciones pesimistas formuladas de un modo oficial por el directorio de la Unión Nacional, tenemos que contrastar las noticias que llegan de algunas provincias. — [1347, 640, 1595, 702]
article-text: Los telegramas que facilitan estas informaciones manifiestan que el delegado de Hacienda publicó ayer una circular indicando las reformas introducidas en el reglamento para la percepción y cobranza de las contribuciones. — [1085, 1825, 1332, 1900]
article-text: A las familias de los finados enviamos nuestro sentido pésame. — [297, 891, 544, 915]
list-item: En 809 pesetas el oro. — [1359, 1926, 1478, 1939]
article-text: De otra fuga dan cuenta los despachos de Constantinopla. — [1085, 486, 1332, 511]
article-text: La Comisaría regia de España en la Exposición de París ha publicado el catálogo de los expositores españoles en aquel certamen. — [560, 1327, 807, 1377]
list-item: En 4.130.075, el efectivo del Tesoro. — [1359, 1995, 1553, 2008]
ad-title: Vinos finos de mesa de Arteche — [825, 1417, 1067, 1433]
article-text: En las primeras horas de la mañana de ayer celebraron una conferencia telegráfica el ministro de la Gobernación y el subsecretario de dicho departamento. — [1085, 1123, 1332, 1173]
article-text: —Por no haber depositado la correspondiente carta de pago dentro de los diez días hábiles que siguen al de la presentación de la solicitud de registro, el gobernador civil ha declarado sin curso el registro condicional de la mina nombrada «Santiago», radicante en la jurisdicción de Aduna. — [560, 608, 807, 708]
article-text: El baile se celebrará á las nueve y media de la noche. — [1347, 2033, 1595, 2058]
article-text: El nuevo kiosco, del cual daremos en breve más amplios detalles, quedará colocado para los últimos días del mes que corre. — [297, 531, 544, 568]
section-heading: Enferma — [379, 1137, 463, 1158]
article-text: Auto éste se notificaron ayer en la Dirección de los procesados: José Iris, Nuñez, Bermejo y Rubio. — [1347, 1295, 1595, 1333]
article-text: Como ya hemos anunciado, hoy se celebrará la romería de la Santa Cruz en la vecina universidad de Lezo. — [35, 1153, 282, 1191]
article-text: El número de expositores de nuestro país en las distintas secciones llega á cerca de dos mil. — [560, 1379, 807, 1418]
article-text: Han estado en el proceso de abogado que no aceptar los ofrecimientos que les han hecho numerosos letrados, los cuales deberán sujetarse á los consejos del abogado que designe el directorio. — [1347, 1112, 1595, 1175]
ad-heading: Abonos minerales — [857, 1329, 1033, 1350]
article-text: A las cinco y media y siete y media de la mañana se celebrarán dos misas, dándose después la Sagrada Comunión. — [560, 1783, 807, 1821]
list-item: 4.º Proposiciones de los señores socios. — [47, 1593, 257, 1606]
article-text: Este que es vecino de la inmediata villa de Tolosa, embarcará en el puerto de Burdeos. — [35, 950, 282, 976]
list-item: En 1.430.932 pesetas, la plata. — [1359, 1971, 1524, 1984]
article-text: Murad Bey uno de los jefes muy conocidos del partido llamado «Juventud Turca», nombrado consejero de Estado recientemente ha desaparecido sin que se sepa su paradero. — [1085, 514, 1332, 564]
column-4 — [815, 65, 1078, 2191]
article-text: Acompañado de las autoridades, el ministro visitó con detenimiento varias fábricas establecidas en aquella capital. — [1085, 1414, 1332, 1451]
section-heading: Otra reunión — [356, 1009, 485, 1030]
article-text: El martes, á las doce del mediodía, se — [572, 2121, 773, 2134]
article-text: —Por noticias aquí recibidas se sabe que ha fallecido en la república del Brasil el joven pintoral don Víctor Larzabal, natural de esta villa. — [823, 741, 1069, 791]
article-text: Por ello estará también beneficiada la villa de Renteria, donde como de costumbre, la banda de música amenizará el paseo de la Alameda. — [35, 1221, 282, 1271]
article-text: Faltan más detalles. — [1359, 308, 1467, 321]
article-text: En este momento acabó de recibir un telegrama de Barcelona. — [1347, 65, 1595, 90]
agenda-list — [35, 1519, 282, 1606]
article-text: La sociedad cooperativa de zapateros titulada «La Económica», celebrará hoy una reunión á las tres de la tarde en el piso bajo de la letra L, de la calle de San Martín. — [297, 1031, 544, 1081]
article-text: Añade, que al procesar á los elementos directores de las clases mercantiles, ha invalidado, agrandando á una circular del fiscal del supremo, un delito que no existe; y que al reformar el reglamento para la percepción de las contribuciones en la forma que lo ha hecho, ha demostrado el deseo de contener por la violencia el movimiento nacional y violento el código penal. — [1347, 1628, 1595, 1740]
ad-text: F. García Arcéluz, Bengoechea, 2. — [862, 1390, 1041, 1403]
article-text: A las once se celebrará misa solemne con exposición de S. D. M., permaneciendo así hasta la función de la tarde que dará principio á las seis. — [560, 1823, 807, 1873]
